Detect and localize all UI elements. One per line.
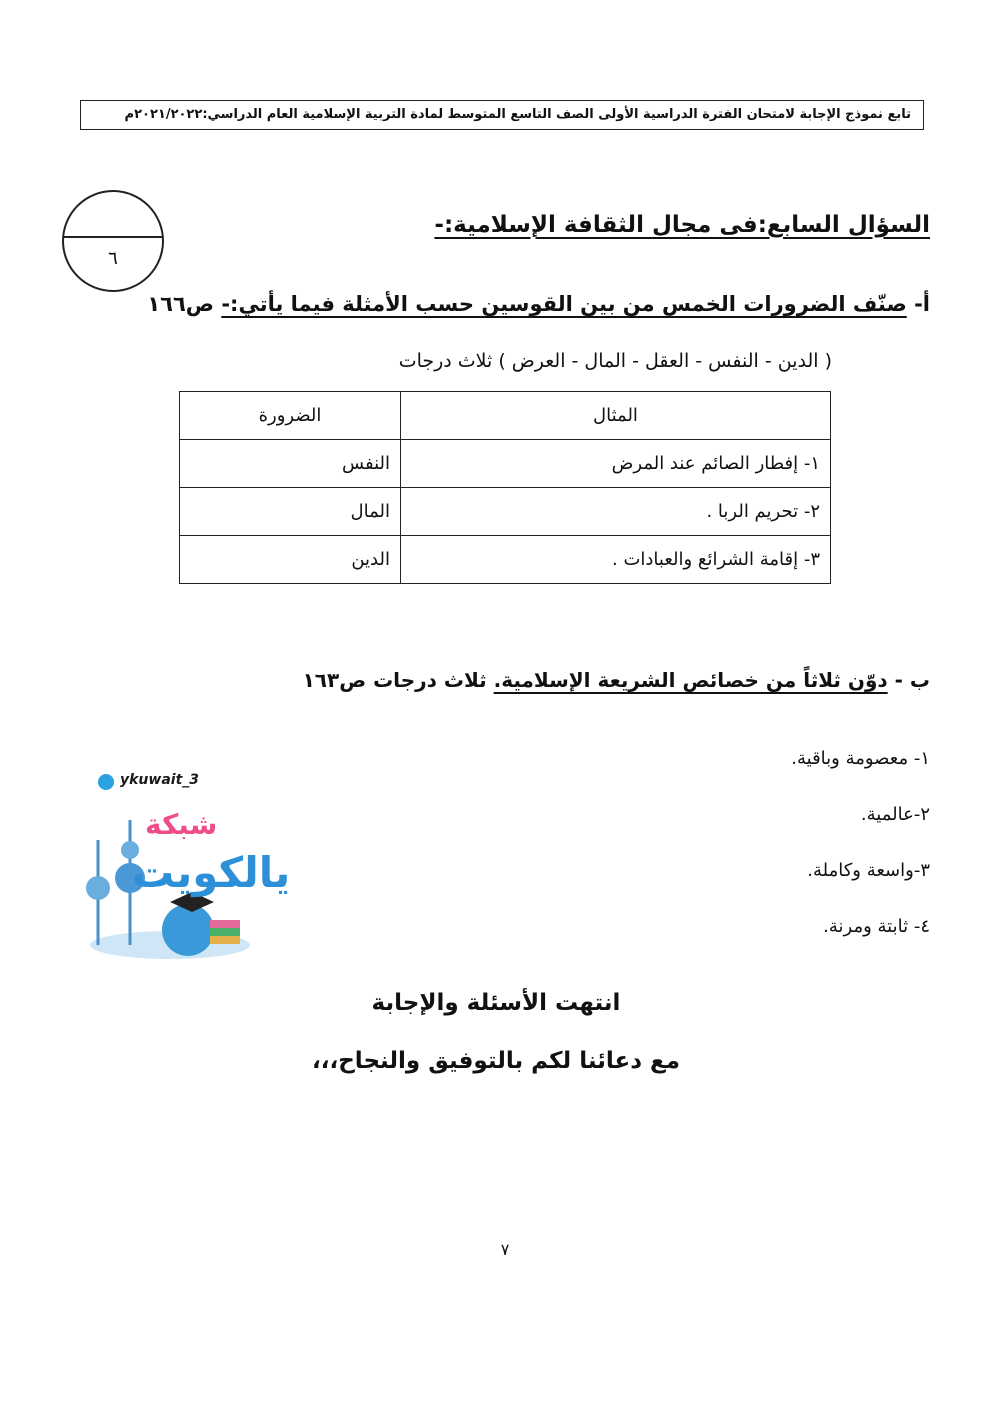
list-item: ١- معصومة وباقية. xyxy=(791,748,930,769)
list-item: ٢-عالمية. xyxy=(860,804,930,825)
row-example: ٣- إقامة الشرائع والعبادات . xyxy=(401,536,831,584)
page-number: ٧ xyxy=(500,1240,510,1259)
question-title-text: السؤال السابع:فى مجال الثقافة الإسلامية:- xyxy=(434,212,930,238)
part-a-page-ref: ص١٦٦ xyxy=(147,292,222,316)
row-necessity: النفس xyxy=(180,440,401,488)
table-row xyxy=(180,440,831,488)
part-b-grade: ثلاث درجات ص١٦٣ xyxy=(302,668,494,692)
score-divider xyxy=(64,236,162,238)
part-a-heading xyxy=(147,292,930,316)
part-a-instruction: صنّف الضرورات الخمس من بين القوسين حسب الأمثلة فيما يأتي:- xyxy=(221,292,907,316)
part-b-heading xyxy=(303,668,930,692)
header-text: تابع نموذج الإجابة لامتحان الفترة الدراسية الأولى الصف التاسع المتوسط لمادة التربية الإسلامية العام الدراسي:٢٠٢١/٢٠٢٢م xyxy=(124,107,911,122)
site-logo xyxy=(70,770,291,970)
logo-word-kuwait: يالكويت xyxy=(132,848,291,897)
part-a-prefix: أ- xyxy=(906,292,930,316)
part-b-instruction: دوّن ثلاثاً من خصائص الشريعة الإسلامية. xyxy=(493,668,888,692)
list-item: ٤- ثابتة ومرنة. xyxy=(823,916,930,937)
logo-handle: ykuwait_3 xyxy=(120,772,200,788)
necessities-table xyxy=(179,391,831,584)
part-b-prefix: ب - xyxy=(887,668,930,692)
score-value: ٦ xyxy=(108,248,118,269)
row-necessity: المال xyxy=(180,488,401,536)
closing-line-2: مع دعائنا لكم بالتوفيق والنجاح،،، xyxy=(312,1048,680,1074)
question-title xyxy=(434,212,930,238)
table-row xyxy=(180,536,831,584)
header-example: المثال xyxy=(401,392,831,440)
row-necessity: الدين xyxy=(180,536,401,584)
table-row xyxy=(180,488,831,536)
row-example: ٢- تحريم الربا . xyxy=(401,488,831,536)
document-header xyxy=(80,100,924,130)
score-circle xyxy=(62,190,164,292)
table-header-row xyxy=(180,392,831,440)
logo-word-network: شبكة xyxy=(145,808,218,841)
part-a-options: ( الدين - النفس - العقل - المال - العرض ) ثلاث درجات xyxy=(398,350,832,372)
row-example: ١- إفطار الصائم عند المرض xyxy=(401,440,831,488)
list-item: ٣-واسعة وكاملة. xyxy=(807,860,930,881)
closing-line-1: انتهت الأسئلة والإجابة xyxy=(371,990,621,1016)
header-necessity: الضرورة xyxy=(180,392,401,440)
